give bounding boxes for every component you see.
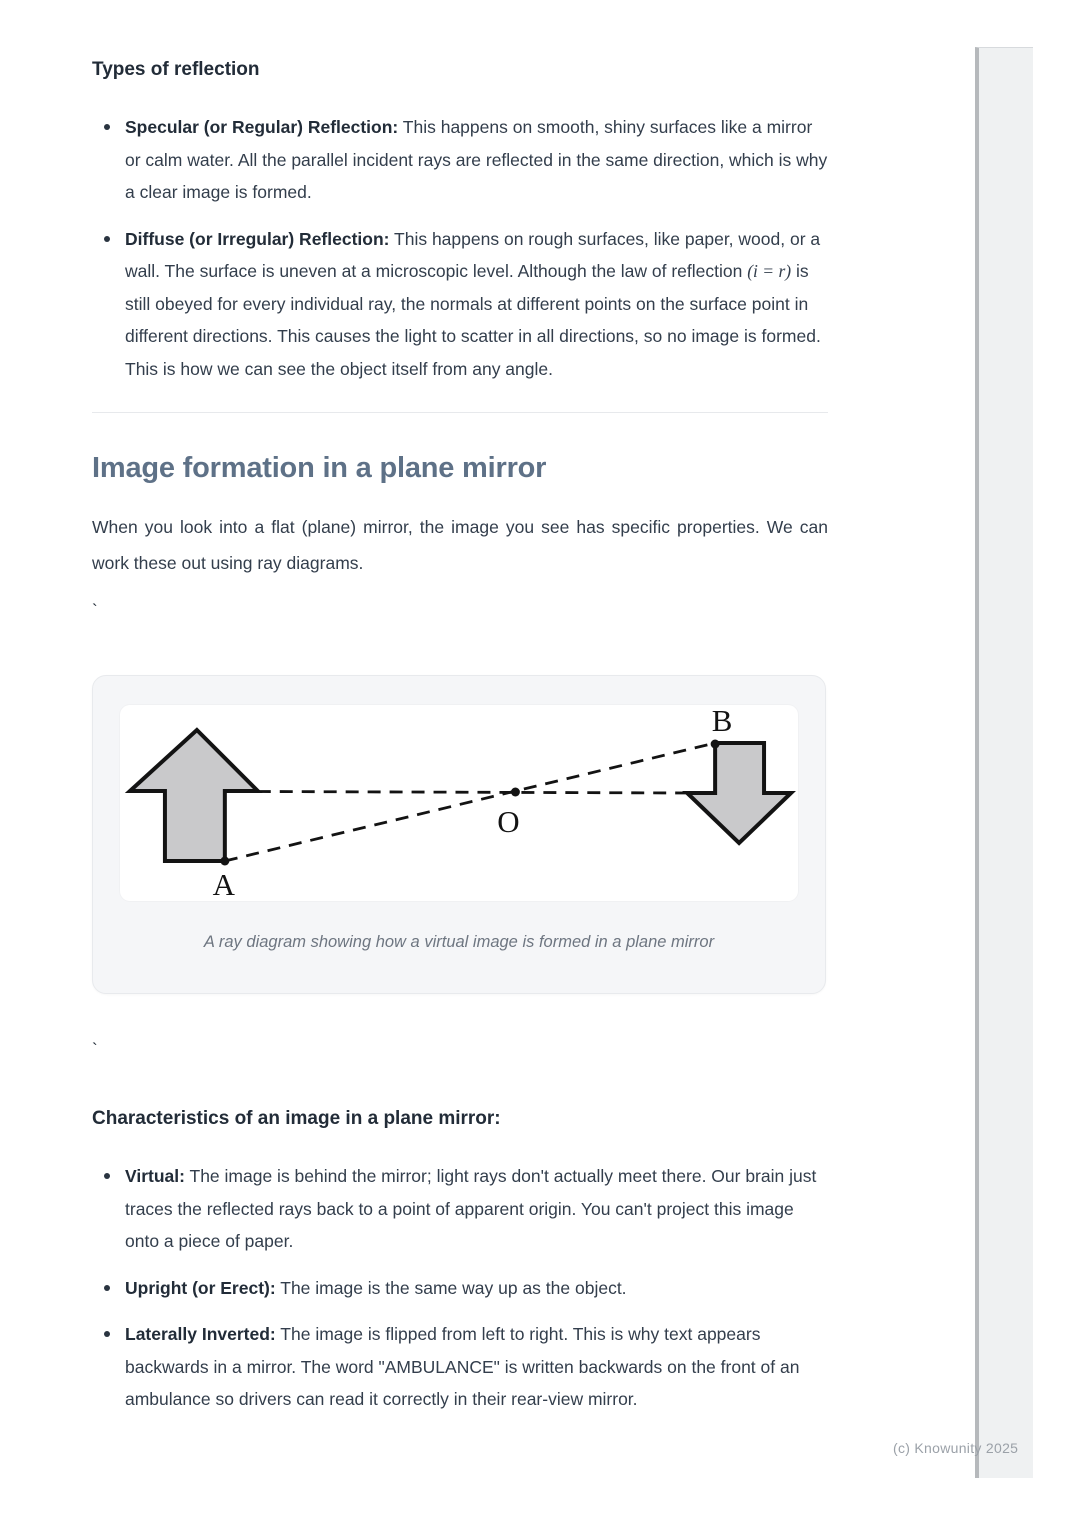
list-item [92, 1272, 828, 1305]
list-item-lead: Diffuse (or Irregular) Reflection: [125, 228, 390, 249]
bullet-icon [104, 236, 110, 242]
stray-backtick: ` [92, 601, 98, 620]
ray-diagram-card [92, 675, 826, 994]
ray-diagram-svg [120, 705, 798, 901]
list-item-lead: Upright (or Erect): [125, 1277, 276, 1298]
image-formation-heading: Image formation in a plane mirror [92, 452, 547, 484]
object-arrow-up [130, 730, 258, 861]
list-item-lead: Laterally Inverted: [125, 1324, 276, 1344]
ray-diagram-canvas [120, 705, 798, 901]
point-b-label: B [711, 705, 733, 739]
bullet-icon [104, 124, 110, 130]
reflection-types-list [92, 111, 828, 385]
section-divider [92, 412, 828, 413]
list-item-text: The image is the same way up as the object. [275, 1277, 627, 1298]
point-o-label: O [497, 803, 520, 840]
list-item-lead: Virtual: [125, 1166, 185, 1186]
list-item [92, 1160, 828, 1258]
point-a-label: A [212, 866, 236, 901]
list-item-lead: Specular (or Regular) Reflection: [125, 117, 399, 137]
list-item [92, 1318, 828, 1416]
list-item [92, 223, 828, 386]
point-a-dot [220, 857, 229, 866]
characteristics-heading: Characteristics of an image in a plane mirror: [92, 1108, 501, 1129]
image-formation-paragraph: When you look into a flat (plane) mirror, the image you see has specific properties. We can work these out using ray diagrams. [92, 517, 828, 573]
copyright-watermark: (c) Knowunity 2025 [893, 1440, 1019, 1456]
list-item [92, 111, 828, 209]
stray-backtick: ` [92, 1040, 98, 1059]
document-content [92, 0, 828, 1416]
bullet-icon [104, 1285, 110, 1291]
list-item-text: The image is flipped from left to right. This is why text appears backwards in a mirror. The word "AMBULANCE" is written backwards on the front of an ambulance so drivers can read it correctly in their rear-view mirror. [125, 1324, 800, 1409]
inline-math: (i = r) [747, 261, 792, 281]
types-of-reflection-heading: Types of reflection [92, 59, 260, 80]
list-item-text: is still obeyed for every individual ray, the normals at different points on the surface point in different directions. This causes the light to scatter in all directions, so no image is formed. This is how we can see the object itself from any angle. [125, 261, 821, 379]
list-item-text: The image is behind the mirror; light rays don't actually meet there. Our brain just traces the reflected rays back to a point of apparent origin. You can't project this image onto a piece of paper. [125, 1166, 817, 1251]
image-arrow-down [687, 743, 791, 843]
next-page-edge[interactable] [975, 47, 1033, 1478]
bullet-icon [104, 1173, 110, 1179]
point-o-dot [511, 788, 520, 797]
point-b-dot [711, 740, 720, 749]
figure-caption: A ray diagram showing how a virtual image is formed in a plane mirror [203, 933, 715, 951]
horizontal-ray-dashed-line [258, 792, 687, 794]
list-item-text: This happens on rough surfaces, like paper, wood, or a wall. The surface is uneven at a microscopic level. Although the law of reflection [125, 228, 821, 281]
diagonal-ray-dashed-line [225, 743, 715, 861]
characteristics-list [92, 1160, 828, 1416]
list-item-text: This happens on smooth, shiny surfaces like a mirror or calm water. All the parallel incident rays are reflected in the same direction, which is why a clear image is formed. [125, 117, 828, 202]
bullet-icon [104, 1331, 110, 1337]
